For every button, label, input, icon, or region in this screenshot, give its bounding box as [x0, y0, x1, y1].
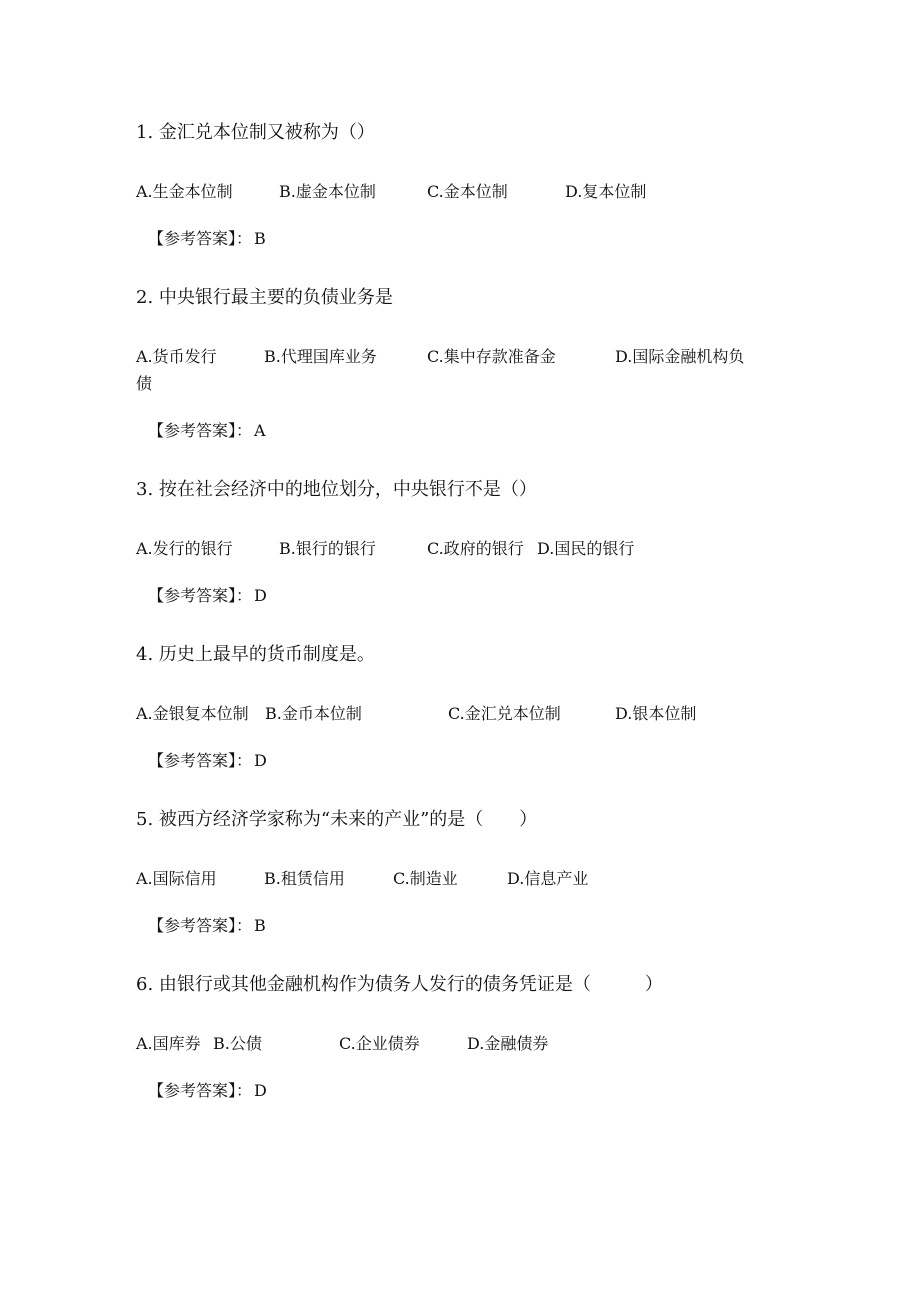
question-1-title: 1. 金汇兑本位制又被称为（）: [136, 122, 375, 143]
answer-value: D: [254, 751, 267, 770]
question-2-option-d: D.国际金融机构负: [615, 347, 745, 366]
answer-value: D: [254, 1081, 267, 1100]
question-4-option-b: B.金币本位制: [265, 704, 362, 723]
question-3-title: 3. 按在社会经济中的地位划分，中央银行不是（）: [136, 479, 537, 500]
question-1-option-d: D.复本位制: [565, 182, 647, 201]
question-6-option-b: B.公债: [213, 1034, 262, 1053]
question-3-answer: [148, 586, 267, 606]
question-5-option-b: B.租赁信用: [264, 869, 345, 888]
question-4-option-a: A.金银复本位制: [136, 704, 249, 723]
question-6-option-c: C.企业债券: [339, 1034, 420, 1053]
answer-value: A: [254, 421, 266, 440]
question-3-option-a: A.发行的银行: [136, 539, 233, 558]
question-6-option-d: D.金融债券: [467, 1034, 549, 1053]
question-4-answer: [148, 751, 267, 771]
question-6-option-a: A.国库券: [136, 1034, 201, 1053]
question-3-option-c: C.政府的银行: [427, 539, 524, 558]
question-2-option-b: B.代理国库业务: [264, 347, 377, 366]
question-4-option-c: C.金汇兑本位制: [448, 704, 561, 723]
answer-value: B: [254, 229, 266, 248]
question-6-title: 6. 由银行或其他金融机构作为债务人发行的债务凭证是（ ）: [136, 974, 663, 995]
question-3-option-b: B.银行的银行: [279, 539, 376, 558]
answer-label: 【参考答案】：: [148, 421, 253, 440]
question-1-option-a: A.生金本位制: [136, 182, 233, 201]
question-6-answer: [148, 1081, 267, 1101]
question-5-option-c: C.制造业: [393, 869, 458, 888]
question-4-option-d: D.银本位制: [615, 704, 697, 723]
question-5-option-d: D.信息产业: [507, 869, 589, 888]
question-2-option-a: A.货币发行: [136, 347, 217, 366]
answer-label: 【参考答案】：: [148, 751, 253, 770]
answer-value: B: [254, 916, 266, 935]
answer-label: 【参考答案】：: [148, 1081, 253, 1100]
question-5-answer: [148, 916, 266, 936]
question-2-option-d-continuation: 债: [136, 374, 153, 393]
question-1-option-b: B.虚金本位制: [279, 182, 376, 201]
question-5-option-a: A.国际信用: [136, 869, 217, 888]
question-4-title: 4. 历史上最早的货币制度是。: [136, 644, 375, 665]
question-3-option-d: D.国民的银行: [537, 539, 635, 558]
question-2-option-c: C.集中存款准备金: [427, 347, 556, 366]
answer-value: D: [254, 586, 267, 605]
question-1-option-c: C.金本位制: [427, 182, 508, 201]
question-2-answer: [148, 421, 266, 441]
question-1-answer: [148, 229, 266, 249]
question-5-title: 5. 被西方经济学家称为“未来的产业”的是（ ）: [136, 809, 538, 830]
answer-label: 【参考答案】：: [148, 229, 253, 248]
answer-label: 【参考答案】：: [148, 586, 253, 605]
question-2-title: 2. 中央银行最主要的负债业务是: [136, 287, 393, 308]
answer-label: 【参考答案】：: [148, 916, 253, 935]
